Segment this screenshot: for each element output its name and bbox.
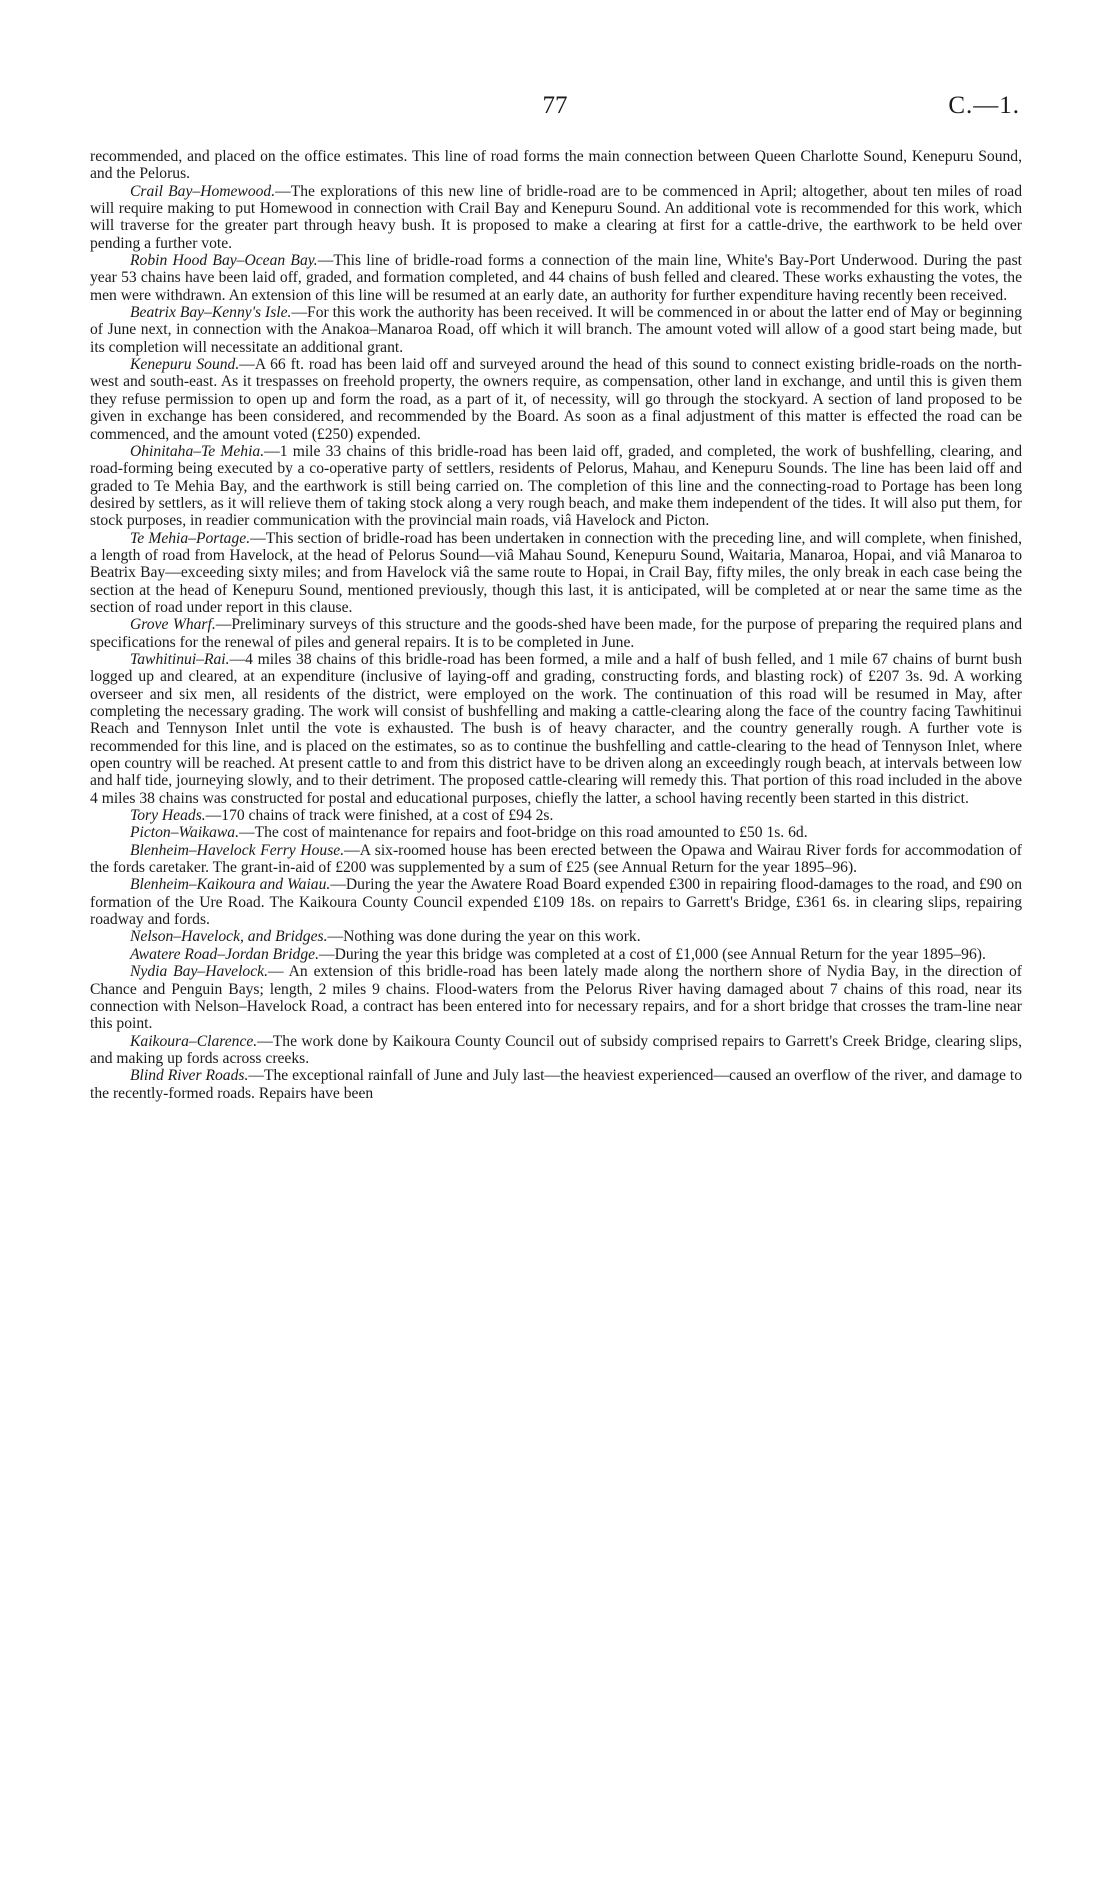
paragraph-text: —The cost of maintenance for repairs and foot-bridge on this road amounted to £50 1s. 6d. bbox=[239, 824, 808, 842]
paragraph-text: —The work done by Kaikoura County Council out of subsidy comprised repairs to Garrett's Creek Bridge, clearing slips, and making up fords across creeks. bbox=[90, 1032, 1022, 1067]
section-heading: Kaikoura–Clarence. bbox=[130, 1032, 258, 1050]
paragraph bbox=[90, 928, 1022, 945]
paragraph bbox=[90, 252, 1022, 304]
section-heading: Picton–Waikawa. bbox=[130, 824, 240, 842]
page-number: 77 bbox=[542, 92, 568, 119]
section-heading: Nydia Bay–Havelock. bbox=[130, 963, 268, 981]
body-text bbox=[90, 148, 1022, 1102]
paragraph bbox=[90, 148, 1022, 183]
paragraph-text: —A six-roomed house has been erected between the Opawa and Wairau River fords for accommodation of the fords caretaker. The grant-in-aid of £200 was supplemented by a sum of £25 (see Annual Return for the year 1895–96). bbox=[90, 841, 1022, 877]
paragraph-text: —The exceptional rainfall of June and July last—the heaviest experienced—caused an overflow of the river, and damage to the recently-formed roads. Repairs have been bbox=[90, 1067, 1022, 1102]
paragraph bbox=[90, 946, 1022, 963]
paragraph bbox=[90, 443, 1022, 530]
paragraph bbox=[90, 183, 1022, 252]
paragraph bbox=[90, 824, 1022, 841]
paragraph-text: —This section of bridle-road has been undertaken in connection with the preceding line, and will complete, when finished, a length of road from Havelock, at the head of Pelorus Sound—viâ Mahau Sound, Kenepuru Sound, Waitaria, Manaroa, Hopai, and viâ Manaroa to Beatrix Bay—exceeding sixty miles; and from Havelock viâ the same route to Hopai, in Crail Bay, fifty miles, the only break in each case being the section at the head of Kenepuru Sound, mentioned previously, though this last, it is anticipated, will be completed at or near the same time as the section of road under report in this clause. bbox=[90, 529, 1022, 616]
paragraph-text: —This line of bridle-road forms a connection of the main line, White's Bay-Port Underwood. During the past year 53 chains have been laid off, graded, and formation completed, and 44 chains of bush felled and cleared. These works exhausting the votes, the men were withdrawn. An extension of this line will be resumed at an early date, an authority for further expenditure having recently been received. bbox=[90, 252, 1022, 304]
paragraph bbox=[90, 304, 1022, 356]
paragraph-text: —170 chains of track were finished, at a cost of £94 2s. bbox=[205, 807, 554, 825]
paragraph bbox=[90, 356, 1022, 443]
section-heading: Awatere Road–Jordan Bridge. bbox=[130, 945, 319, 963]
paragraph bbox=[90, 616, 1022, 651]
paragraph-text: —During the year this bridge was completed at a cost of £1,000 (see Annual Return for the year 1895–96). bbox=[318, 945, 986, 963]
section-heading: Te Mehia–Portage. bbox=[130, 529, 251, 547]
section-heading: Robin Hood Bay–Ocean Bay. bbox=[130, 252, 318, 270]
paragraph-text: —4 miles 38 chains of this bridle-road has been formed, a mile and a half of bush felled, and 1 mile 67 chains of burnt bush logged up and cleared, at an expenditure (inclusive of laying-off and grading, constructing fords, and blasting rock) of £207 3s. 9d. A working overseer and six men, all residents of the district, were employed on the work. The continuation of this road will be resumed in May, after completing the necessary grading. The work will consist of bushfelling and making a cattle-clearing along the face of the country facing Tawhitinui Reach and Tennyson Inlet until the vote is exhausted. The bush is of heavy character, and the country generally rough. A further vote is recommended for this line, and is placed on the estimates, so as to continue the bushfelling and cattle-clearing to the head of Tennyson Inlet, where open country will be reached. At present cattle to and from this district have to be driven along an exceedingly rough beach, at intervals between low and half tide, journeying slowly, and to their detriment. The proposed cattle-clearing will remedy this. That portion of this road included in the above 4 miles 38 chains was constructed for postal and educational purposes, chiefly the latter, a school having recently been started in this district. bbox=[90, 650, 1022, 807]
section-heading: Blenheim–Kaikoura and Waiau. bbox=[130, 876, 331, 894]
paragraph bbox=[90, 842, 1022, 877]
paragraph-text: —For this work the authority has been received. It will be commenced in or about the latter end of May or beginning of June next, in connection with the Anakoa–Manaroa Road, off which it will branch. The amount voted will allow of a good start being made, but its completion will necessitate an additional grant. bbox=[90, 304, 1022, 356]
paragraph-text: — An extension of this bridle-road has been lately made along the northern shore of Nydia Bay, in the direction of Chance and Penguin Bays; length, 2 miles 9 chains. Flood-waters from the Pelorus River having damaged about 7 chains of this road, near its connection with Nelson–Havelock Road, a contract has been entered into for necessary repairs, and for a short bridge that crosses the tram-line near this point. bbox=[90, 963, 1022, 1033]
paragraph-text: recommended, and placed on the office estimates. This line of road forms the main connection between Queen Charlotte Sound, Kenepuru Sound, and the Pelorus. bbox=[90, 148, 1022, 183]
paragraph-text: —Nothing was done during the year on this work. bbox=[327, 928, 641, 946]
paragraph bbox=[90, 1033, 1022, 1068]
paragraph bbox=[90, 807, 1022, 824]
paragraph bbox=[90, 876, 1022, 928]
paragraph bbox=[90, 963, 1022, 1032]
section-heading: Grove Wharf. bbox=[130, 616, 216, 634]
paragraph-text: —A 66 ft. road has been laid off and surveyed around the head of this sound to connect existing bridle-roads on the north-west and south-east. As it trespasses on freehold property, the owners require, as compensation, other land in exchange, and until this is given them they refuse permission to open up and form the road, as a part of it, of necessity, will go through the stockyard. A section of land proposed to be given in exchange has been considered, and recommended by the Board. As soon as a final adjustment of this matter is effected the road can be commenced, and the amount voted (£250) expended. bbox=[90, 356, 1022, 443]
section-heading: Crail Bay–Homewood. bbox=[130, 182, 276, 200]
paragraph bbox=[90, 651, 1022, 807]
section-heading: Blenheim–Havelock Ferry House. bbox=[130, 841, 345, 859]
paragraph-text: —1 mile 33 chains of this bridle-road has been laid off, graded, and completed, the work of bushfelling, clearing, and road-forming being executed by a co-operative party of settlers, residents of Pelorus, Mahau, and Kenepuru Sounds. The line has been laid off and graded to Te Mehia Bay, and the earthwork is still being carried on. The completion of this line and the connecting-road to Portage has been long desired by settlers, as it will relieve them of taking stock along a very rough beach, and make them independent of the tides. It will also put them, for stock purposes, in readier communication with the provincial main roads, viâ Havelock and Picton. bbox=[90, 442, 1022, 530]
section-heading: Kenepuru Sound. bbox=[130, 356, 240, 374]
paragraph bbox=[90, 530, 1022, 617]
section-heading: Ohinitaha–Te Mehia. bbox=[130, 442, 265, 460]
section-heading: Tawhitinui–Rai. bbox=[130, 650, 230, 668]
section-heading: Blind River Roads. bbox=[130, 1067, 249, 1085]
section-heading: Beatrix Bay–Kenny's Isle. bbox=[130, 304, 292, 322]
paragraph bbox=[90, 1067, 1022, 1102]
paragraph-text: —The explorations of this new line of bridle-road are to be commenced in April; altogether, about ten miles of road will require making to put Homewood in connection with Crail Bay and Kenepuru Sound. An additional vote is recommended for this work, which will traverse for the greater part through heavy bush. It is proposed to make a clearing at first for a cattle-drive, the earthwork to be held over pending a further vote. bbox=[90, 182, 1022, 252]
paragraph-text: —During the year the Awatere Road Board expended £300 in repairing flood-damages to the road, and £90 on formation of the Ure Road. The Kaikoura County Council expended £109 18s. on repairs to Garrett's Bridge, £361 6s. in clearing slips, repairing roadway and fords. bbox=[90, 876, 1022, 929]
document-series-code: C.—1. bbox=[948, 92, 1020, 119]
page-header bbox=[90, 92, 1020, 132]
paragraph-text: —Preliminary surveys of this structure and the goods-shed have been made, for the purpose of preparing the required plans and specifications for the renewal of piles and general repairs. It is to be completed in June. bbox=[90, 616, 1022, 651]
section-heading: Tory Heads. bbox=[130, 807, 206, 825]
section-heading: Nelson–Havelock, and Bridges. bbox=[130, 928, 328, 946]
